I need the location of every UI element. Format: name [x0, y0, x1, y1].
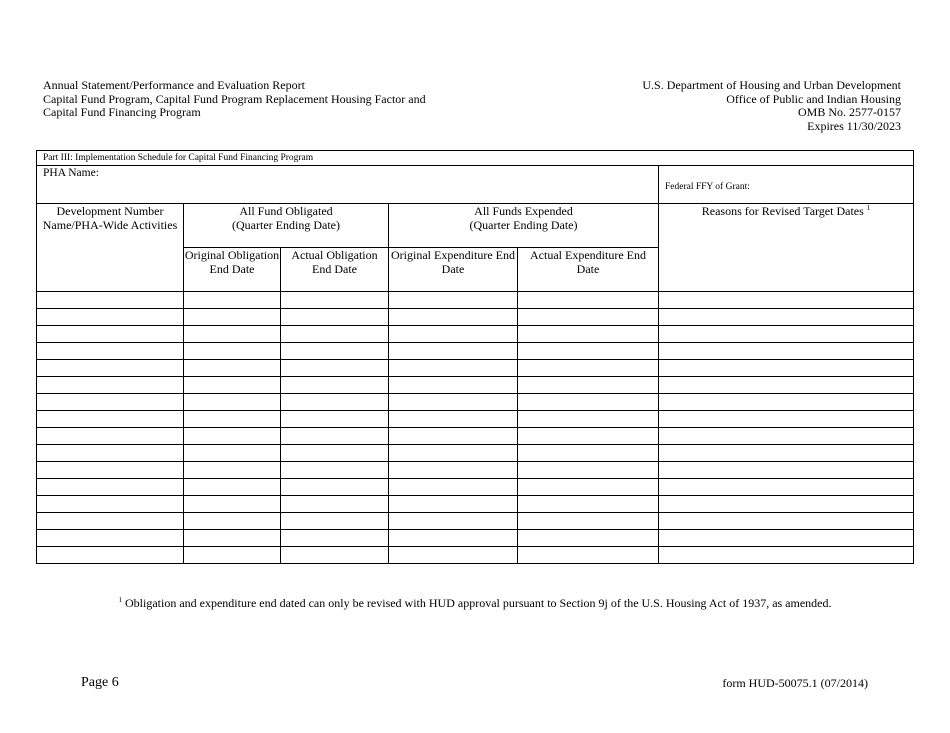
- actual-expenditure-cell[interactable]: [518, 377, 659, 394]
- reasons-header-text: Reasons for Revised Target Dates: [701, 204, 864, 218]
- actual-expenditure-cell[interactable]: [518, 462, 659, 479]
- actual-obligation-cell[interactable]: [281, 292, 389, 309]
- dev-number-cell[interactable]: [37, 428, 184, 445]
- table-row: [37, 479, 914, 496]
- omb-number: OMB No. 2577-0157: [797, 105, 901, 119]
- table-row: [37, 309, 914, 326]
- reasons-cell[interactable]: [659, 445, 914, 462]
- reasons-cell[interactable]: [659, 326, 914, 343]
- orig-obligation-cell[interactable]: [184, 394, 281, 411]
- reasons-cell[interactable]: [659, 513, 914, 530]
- dev-number-cell[interactable]: [37, 462, 184, 479]
- header-right: [642, 79, 901, 133]
- dev-number-cell[interactable]: [37, 394, 184, 411]
- orig-obligation-cell[interactable]: [184, 547, 281, 564]
- form-number: form HUD-50075.1 (07/2014): [722, 676, 868, 690]
- actual-obligation-cell[interactable]: [281, 530, 389, 547]
- actual-obligation-cell[interactable]: [281, 326, 389, 343]
- actual-expenditure-cell[interactable]: [518, 326, 659, 343]
- dev-number-cell[interactable]: [37, 377, 184, 394]
- actual-expenditure-cell[interactable]: [518, 309, 659, 326]
- orig-obligation-cell[interactable]: [184, 496, 281, 513]
- office-name: Office of Public and Indian Housing: [726, 91, 901, 106]
- orig-expenditure-cell[interactable]: [389, 343, 518, 360]
- fund-obligated-header: [184, 204, 389, 248]
- orig-obligation-cell[interactable]: [184, 343, 281, 360]
- header-left-line-3: Capital Fund Financing Program: [43, 105, 201, 119]
- orig-obligation-cell[interactable]: [184, 309, 281, 326]
- actual-expenditure-cell[interactable]: [518, 445, 659, 462]
- reasons-cell[interactable]: [659, 377, 914, 394]
- actual-obligation-cell[interactable]: [281, 462, 389, 479]
- dev-number-cell[interactable]: [37, 343, 184, 360]
- reasons-cell[interactable]: [659, 394, 914, 411]
- reasons-cell[interactable]: [659, 547, 914, 564]
- table-row: [37, 360, 914, 377]
- actual-obligation-cell[interactable]: [281, 479, 389, 496]
- table-row: [37, 496, 914, 513]
- table-row: [37, 445, 914, 462]
- orig-expenditure-cell[interactable]: [389, 411, 518, 428]
- part-title: Part III: Implementation Schedule for Capital Fund Financing Program: [37, 151, 914, 166]
- orig-obligation-cell[interactable]: [184, 377, 281, 394]
- fund-obligated-title: All Fund Obligated: [239, 204, 333, 218]
- footnote: [0, 596, 950, 611]
- actual-obligation-cell[interactable]: [281, 377, 389, 394]
- actual-obligation-cell[interactable]: [281, 445, 389, 462]
- reasons-header: [659, 204, 914, 292]
- orig-obligation-cell[interactable]: [184, 411, 281, 428]
- orig-expenditure-header: Original Expenditure End Date: [389, 248, 518, 292]
- page-number: Page 6: [81, 675, 119, 690]
- actual-obligation-cell[interactable]: [281, 411, 389, 428]
- actual-expenditure-cell[interactable]: [518, 411, 659, 428]
- orig-obligation-cell[interactable]: [184, 513, 281, 530]
- federal-ffy-label: Federal FFY of Grant:: [665, 182, 750, 192]
- orig-expenditure-cell[interactable]: [389, 530, 518, 547]
- actual-expenditure-cell[interactable]: [518, 428, 659, 445]
- reasons-cell[interactable]: [659, 292, 914, 309]
- table-row: [37, 428, 914, 445]
- orig-obligation-cell[interactable]: [184, 326, 281, 343]
- implementation-schedule-table: [36, 150, 914, 564]
- dev-number-cell[interactable]: [37, 360, 184, 377]
- header-left-line-1: Annual Statement/Performance and Evaluation Report: [43, 78, 305, 92]
- dev-number-cell[interactable]: [37, 530, 184, 547]
- table-row: [37, 292, 914, 309]
- actual-expenditure-cell[interactable]: [518, 360, 659, 377]
- expiration-date: Expires 11/30/2023: [807, 118, 901, 133]
- actual-obligation-cell[interactable]: [281, 428, 389, 445]
- federal-ffy-field[interactable]: [659, 166, 914, 204]
- footnote-text: Obligation and expenditure end dated can only be revised with HUD approval pursuant to Section 9j of the U.S. Housing Act of 1937, as amended.: [124, 596, 832, 610]
- fund-obligated-subtitle: (Quarter Ending Date): [232, 217, 340, 232]
- orig-expenditure-cell[interactable]: [389, 377, 518, 394]
- reasons-cell[interactable]: [659, 428, 914, 445]
- orig-expenditure-cell[interactable]: [389, 445, 518, 462]
- table-row: [37, 377, 914, 394]
- orig-obligation-cell[interactable]: [184, 530, 281, 547]
- reasons-cell[interactable]: [659, 479, 914, 496]
- orig-expenditure-cell[interactable]: [389, 326, 518, 343]
- reasons-cell[interactable]: [659, 496, 914, 513]
- dev-number-cell[interactable]: [37, 292, 184, 309]
- actual-expenditure-cell[interactable]: [518, 513, 659, 530]
- funds-expended-subtitle: (Quarter Ending Date): [469, 217, 578, 232]
- actual-obligation-header: Actual Obligation End Date: [281, 248, 389, 292]
- reasons-cell[interactable]: [659, 343, 914, 360]
- reasons-cell[interactable]: [659, 530, 914, 547]
- actual-expenditure-cell[interactable]: [518, 479, 659, 496]
- table-row: [37, 394, 914, 411]
- funds-expended-title: All Funds Expended: [474, 204, 573, 218]
- agency-name: U.S. Department of Housing and Urban Development: [642, 78, 901, 92]
- actual-obligation-cell[interactable]: [281, 513, 389, 530]
- dev-number-cell[interactable]: [37, 309, 184, 326]
- reasons-cell[interactable]: [659, 309, 914, 326]
- dev-number-cell[interactable]: [37, 547, 184, 564]
- orig-obligation-cell[interactable]: [184, 479, 281, 496]
- orig-obligation-cell[interactable]: [184, 445, 281, 462]
- table-row: [37, 530, 914, 547]
- footnote-marker: 1: [118, 596, 122, 604]
- orig-expenditure-cell[interactable]: [389, 309, 518, 326]
- actual-obligation-cell[interactable]: [281, 360, 389, 377]
- header-left: [43, 79, 426, 120]
- orig-obligation-cell[interactable]: [184, 428, 281, 445]
- actual-expenditure-header: Actual Expenditure End Date: [518, 248, 659, 292]
- orig-obligation-cell[interactable]: [184, 462, 281, 479]
- table-row: [37, 326, 914, 343]
- orig-expenditure-cell[interactable]: [389, 394, 518, 411]
- actual-expenditure-cell[interactable]: [518, 547, 659, 564]
- pha-row: [37, 166, 914, 204]
- dev-number-cell[interactable]: [37, 513, 184, 530]
- dev-number-cell[interactable]: [37, 496, 184, 513]
- reasons-footnote-marker: 1: [866, 204, 871, 212]
- orig-expenditure-cell[interactable]: [389, 462, 518, 479]
- part-title-row: [37, 151, 914, 166]
- actual-expenditure-cell[interactable]: [518, 394, 659, 411]
- actual-obligation-cell[interactable]: [281, 496, 389, 513]
- dev-number-cell[interactable]: [37, 326, 184, 343]
- table-row: [37, 462, 914, 479]
- table-row: [37, 547, 914, 564]
- table-row: [37, 411, 914, 428]
- dev-number-header: Development Number Name/PHA-Wide Activities: [37, 204, 184, 292]
- orig-obligation-cell[interactable]: [184, 360, 281, 377]
- orig-expenditure-cell[interactable]: [389, 496, 518, 513]
- actual-obligation-cell[interactable]: [281, 547, 389, 564]
- orig-expenditure-cell[interactable]: [389, 513, 518, 530]
- column-header-row: [37, 204, 914, 248]
- orig-obligation-cell[interactable]: [184, 292, 281, 309]
- pha-name-field[interactable]: [37, 166, 659, 204]
- actual-obligation-cell[interactable]: [281, 394, 389, 411]
- table-row: [37, 343, 914, 360]
- orig-expenditure-cell[interactable]: [389, 547, 518, 564]
- actual-obligation-cell[interactable]: [281, 343, 389, 360]
- reasons-cell[interactable]: [659, 360, 914, 377]
- header-left-line-2: Capital Fund Program, Capital Fund Program Replacement Housing Factor and: [43, 91, 426, 106]
- actual-expenditure-cell[interactable]: [518, 530, 659, 547]
- pha-name-label: PHA Name:: [43, 167, 99, 179]
- actual-expenditure-cell[interactable]: [518, 343, 659, 360]
- orig-expenditure-cell[interactable]: [389, 360, 518, 377]
- actual-expenditure-cell[interactable]: [518, 292, 659, 309]
- table-row: [37, 513, 914, 530]
- orig-obligation-header: Original Obligation End Date: [184, 248, 281, 292]
- orig-expenditure-cell[interactable]: [389, 479, 518, 496]
- actual-obligation-cell[interactable]: [281, 309, 389, 326]
- reasons-cell[interactable]: [659, 411, 914, 428]
- actual-expenditure-cell[interactable]: [518, 496, 659, 513]
- dev-number-cell[interactable]: [37, 411, 184, 428]
- orig-expenditure-cell[interactable]: [389, 428, 518, 445]
- reasons-cell[interactable]: [659, 462, 914, 479]
- orig-expenditure-cell[interactable]: [389, 292, 518, 309]
- dev-number-cell[interactable]: [37, 479, 184, 496]
- dev-number-cell[interactable]: [37, 445, 184, 462]
- funds-expended-header: [389, 204, 659, 248]
